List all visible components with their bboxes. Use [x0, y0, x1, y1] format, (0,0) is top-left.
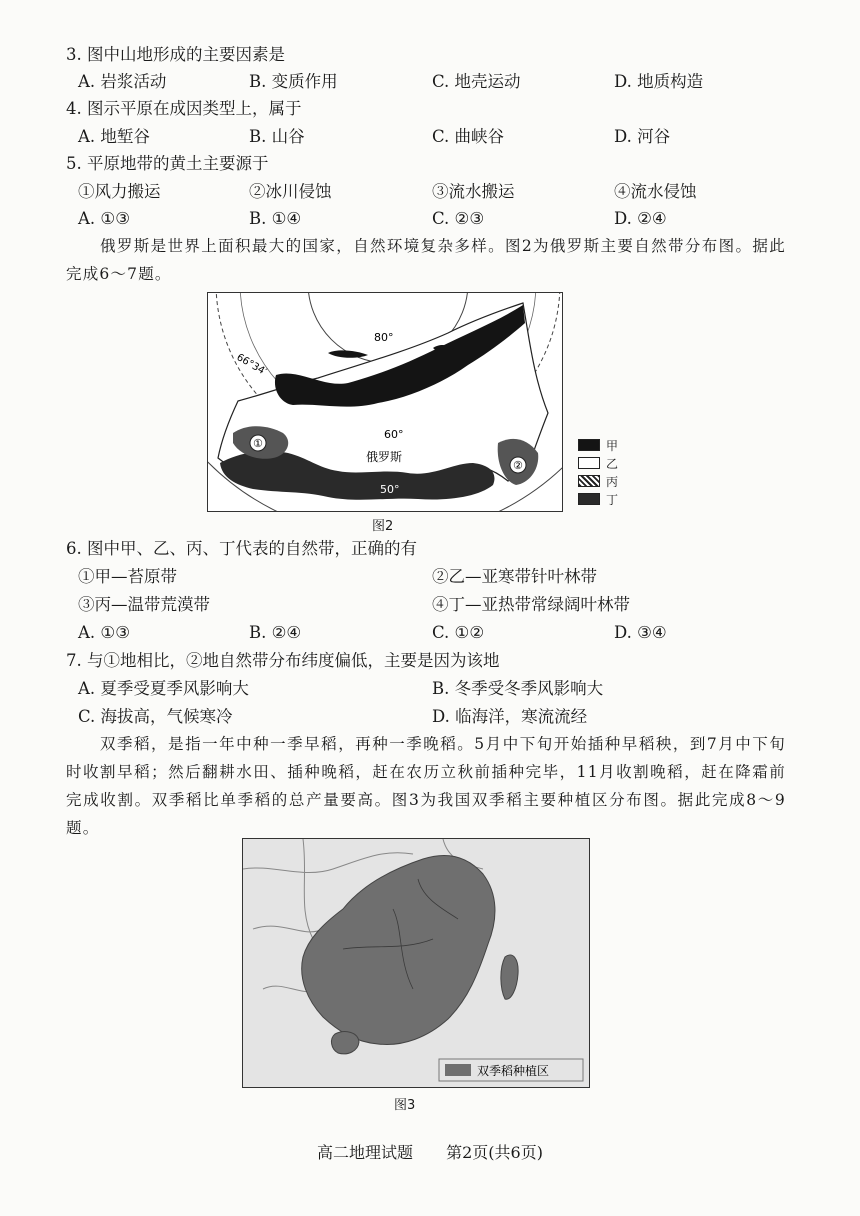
page-footer: [0, 1140, 860, 1163]
q7-option-a: A. 夏季受夏季风影响大: [78, 679, 249, 698]
boundary-line: [243, 853, 413, 873]
island-shape: [328, 350, 368, 357]
q5-item-1: ①风力搬运: [78, 182, 161, 201]
q3-option-c: C. 地壳运动: [432, 72, 521, 91]
q6-stem: 6. 图中甲、乙、丙、丁代表的自然带，正确的有: [66, 539, 417, 558]
q5-item-3: ③流水搬运: [432, 182, 515, 201]
legend-item-bing: [578, 472, 618, 490]
q6-option-b: B. ②④: [249, 623, 302, 642]
q3-option-a: A. 岩浆活动: [78, 72, 167, 91]
boundary-line: [303, 839, 313, 939]
legend-item-jia: [578, 436, 618, 454]
q4-option-b: B. 山谷: [249, 127, 305, 146]
boundary-line: [253, 926, 323, 932]
intro-paragraph-russia: 俄罗斯是世界上面积最大的国家，自然环境复杂多样。图2为俄罗斯主要自然带分布图。据此完成6～7题。: [66, 237, 786, 283]
legend-swatch-bing: [578, 475, 600, 487]
q4-stem: 4. 图示平原在成因类型上，属于: [66, 99, 302, 118]
intro-paragraph-rice: 双季稻，是指一年中种一季早稻，再种一季晚稻。5月中下旬开始插种早稻秧，到7月中下旬时收割早稻；然后翻耕水田、插种晚稻，赶在农历立秋前插种完毕，11月收割晚稻，赶在降霜前完成收割。双季稻比单季稻的总产量要高。图3为我国双季稻主要种植区分布图。据此完成8～9题。: [66, 735, 786, 837]
q6-item-4: ④丁—亚热带常绿阔叶林带: [432, 595, 630, 614]
legend-label-ding: 丁: [606, 492, 619, 507]
figure-2-caption: 图2: [372, 519, 394, 534]
figure-2-legend: [578, 436, 618, 508]
q6-option-c: C. ①②: [432, 623, 485, 642]
label-site-1: ①: [253, 437, 263, 450]
label-russia: 俄罗斯: [366, 450, 403, 464]
q6-item-1: ①甲—苔原带: [78, 567, 177, 586]
legend-item-yi: [578, 454, 618, 472]
q5-stem: 5. 平原地带的黄土主要源于: [66, 154, 269, 173]
legend-swatch-jia: [578, 439, 600, 451]
legend-swatch-ding: [578, 493, 600, 505]
q5-option-a: A. ①③: [78, 209, 130, 228]
label-site-2: ②: [513, 459, 523, 472]
q3-option-d: D. 地质构造: [614, 72, 704, 91]
fig3-legend-label: 双季稻种植区: [477, 1064, 550, 1078]
legend-label-bing: 丙: [606, 474, 619, 489]
figure-3-rice-map: [242, 838, 590, 1088]
label-lat-6634: 66°34′: [234, 352, 269, 378]
q4-option-c: C. 曲峡谷: [432, 127, 505, 146]
legend-label-jia: 甲: [606, 438, 619, 453]
label-lat-80: 80°: [374, 331, 394, 344]
rice-area-mainland: [302, 855, 495, 1044]
q6-item-2: ②乙—亚寒带针叶林带: [432, 567, 597, 586]
russia-map-svg: [208, 293, 562, 511]
q7-stem: 7. 与①地相比，②地自然带分布纬度偏低，主要是因为该地: [66, 651, 500, 670]
q7-option-c: C. 海拔高，气候寒冷: [78, 707, 233, 726]
figure-2-russia-map: [207, 292, 563, 512]
q4-option-a: A. 地堑谷: [78, 127, 150, 146]
q3-stem: 3. 图中山地形成的主要因素是: [66, 45, 285, 64]
rice-map-svg: [243, 839, 589, 1087]
legend-swatch-yi: [578, 457, 600, 469]
fig3-legend-swatch: [445, 1064, 471, 1076]
q4-option-d: D. 河谷: [614, 127, 671, 146]
q7-option-b: B. 冬季受冬季风影响大: [432, 679, 604, 698]
q7-option-d: D. 临海洋，寒流流经: [432, 707, 588, 726]
q3-option-b: B. 变质作用: [249, 72, 338, 91]
q5-item-2: ②冰川侵蚀: [249, 182, 332, 201]
q5-option-b: B. ①④: [249, 209, 302, 228]
label-lat-60: 60°: [384, 428, 404, 441]
q5-option-c: C. ②③: [432, 209, 485, 228]
q6-option-d: D. ③④: [614, 623, 667, 642]
rice-area-hainan: [331, 1032, 359, 1054]
q6-item-3: ③丙—温带荒漠带: [78, 595, 210, 614]
footer-subject: 高二地理试题: [317, 1143, 414, 1162]
q5-item-4: ④流水侵蚀: [614, 182, 697, 201]
footer-page-number: 第2页(共6页): [446, 1143, 543, 1162]
label-lat-50: 50°: [380, 483, 400, 496]
legend-label-yi: 乙: [606, 456, 619, 471]
q6-option-a: A. ①③: [78, 623, 130, 642]
figure-3-caption: 图3: [394, 1098, 416, 1113]
q5-option-d: D. ②④: [614, 209, 667, 228]
rice-area-taiwan: [501, 955, 518, 999]
legend-item-ding: [578, 490, 618, 508]
